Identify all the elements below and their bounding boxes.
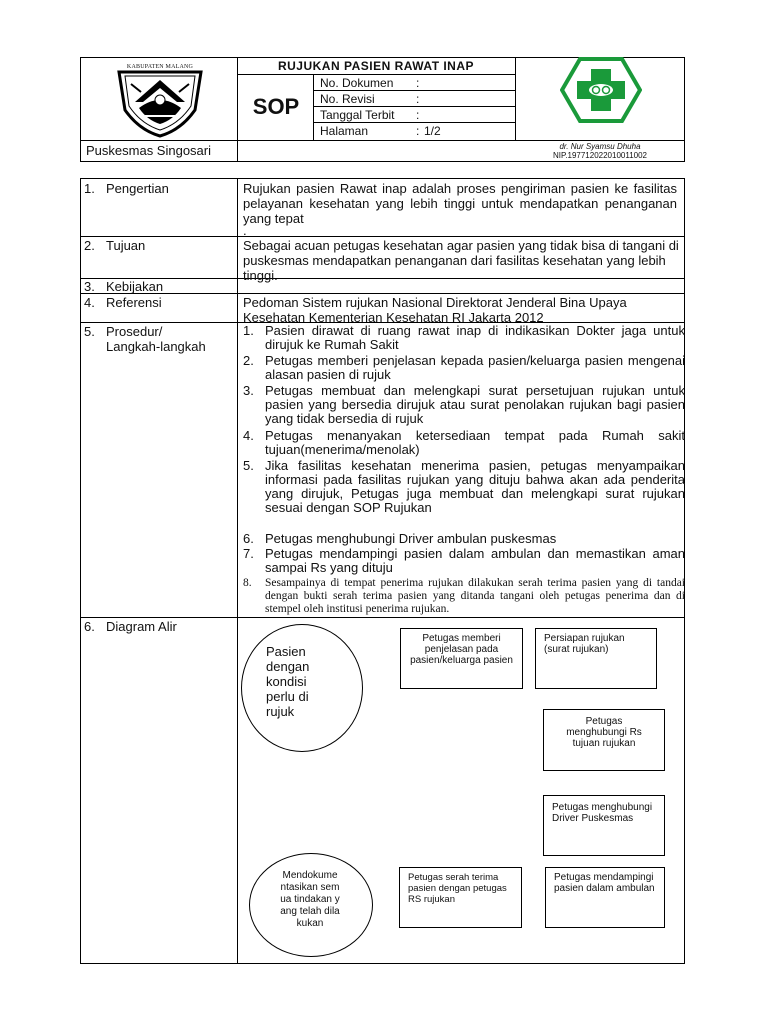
doc-title: RUJUKAN PASIEN RAWAT INAP — [277, 59, 475, 73]
row-title: Prosedur/ — [106, 324, 163, 339]
flow-box-accompany — [545, 867, 665, 928]
table-divider — [80, 236, 685, 237]
logo-caption: KABUPATEN MALANG — [126, 64, 194, 70]
step-number: 7. — [243, 546, 254, 561]
signer-nip: NIP.197712022010011002 — [552, 151, 648, 160]
flow-box-contact-driver — [543, 795, 665, 856]
tujuan-text: Sebagai acuan petugas kesehatan agar pasien yang tidak bisa di tangani di puskesmas mendapatkan penanganan dari fasilitas kesehatan yang lebih tinggi. — [243, 238, 679, 283]
step-text: Jika fasilitas kesehatan menerima pasien, petugas menyampaikan informasi pada fasilitas rujukan yang dituju bahwa akan ada penderita yang dirujuk, Petugas juga membuat dan melengkapi surat rujukan sesuai dengan SOP Rujukan — [265, 458, 685, 515]
facility-name: Puskesmas Singosari — [86, 143, 211, 158]
step-number: 3. — [243, 383, 254, 398]
step-text: Pasien dirawat di ruang rawat inap di indikasikan Dokter jaga untuk dirujuk ke Rumah Sakit — [265, 323, 685, 352]
field-label: Tanggal Terbit — [320, 108, 395, 122]
row-title: Diagram Alir — [106, 619, 177, 634]
row-num: 6. — [84, 619, 95, 634]
field-label: Halaman — [320, 124, 369, 138]
row-num: 1. — [84, 181, 95, 196]
flow-box-label: Petugas menghubungi Driver Puskesmas — [552, 802, 653, 824]
step-number: 6. — [243, 531, 254, 546]
header-divider — [313, 106, 515, 107]
pengertian-trailing: . — [243, 223, 247, 238]
pengertian-text: Rujukan pasien Rawat inap adalah proses pengiriman pasien ke fasilitas pelayanan kesehatan yang lebih tinggi untuk mendapatkan penanganan yang tepat — [243, 181, 677, 226]
puskesmas-logo — [560, 57, 642, 123]
flow-end-label: Mendokumentasikan semua tindakan yang telah dilakukan — [280, 870, 340, 929]
header-divider — [313, 122, 515, 123]
row-title: Referensi — [106, 295, 162, 310]
step-text: Sesampainya di tempat penerima rujukan dilakukan serah terima pasien yang di tandai dengan bukti serah terima pasien yang ditanda tangani oleh petugas penerima dan di stempel oleh institusi penerima rujukan. — [265, 577, 685, 615]
flow-box-label: Petugas mendampingi pasien dalam ambulan — [554, 872, 655, 894]
table-divider — [80, 293, 685, 294]
field-sep: : — [416, 108, 420, 122]
field-sep: : — [416, 76, 420, 90]
step-text: Petugas mendampingi pasien dalam ambulan dan memastikan aman sampai Rs yang dituju — [265, 546, 685, 575]
flow-box-prepare — [535, 628, 657, 689]
row-num: 5. — [84, 324, 95, 339]
step-text: Petugas memberi penjelasan kepada pasien/keluarga pasien mengenai alasan pasien di rujuk — [265, 353, 685, 382]
field-value: 1/2 — [424, 124, 441, 138]
row-title: Langkah-langkah — [106, 339, 206, 354]
step-text: Petugas menghubungi Driver ambulan puskesmas — [265, 531, 557, 546]
referensi-text: Pedoman Sistem rujukan Nasional Direktorat Jenderal Bina Upaya Kesehatan Kementerian Kesehatan RI Jakarta 2012 — [243, 295, 627, 325]
flow-box-label: Petugas menghubungi Rs tujuan rujukan — [566, 716, 642, 749]
header-divider — [80, 140, 685, 141]
field-sep: : — [416, 92, 420, 106]
flow-box-contact-rs — [543, 709, 665, 771]
row-title: Pengertian — [106, 181, 169, 196]
table-divider — [80, 617, 685, 618]
flow-box-label: Petugas serah terima pasien dengan petugas RS rujukan — [408, 872, 507, 905]
step-number: 5. — [243, 458, 254, 473]
regency-logo — [115, 62, 205, 138]
sop-label: SOP — [252, 94, 300, 119]
signer-name: dr. Nur Syamsu Dhuha — [559, 142, 641, 151]
flow-box-explain — [400, 628, 523, 689]
flow-box-label: Persiapan rujukan (surat rujukan) — [544, 633, 625, 655]
header-divider — [515, 57, 516, 140]
row-title: Tujuan — [106, 238, 146, 253]
flow-start-label: Pasien dengan kondisi perlu di rujuk — [266, 644, 310, 719]
step-number: 8. — [243, 577, 252, 589]
row-num: 4. — [84, 295, 95, 310]
header-divider — [237, 74, 515, 75]
row-num: 3. — [84, 279, 95, 294]
flow-box-handover — [399, 867, 522, 928]
flow-box-label: Petugas memberi penjelasan pada pasien/keluarga pasien — [410, 633, 513, 666]
header-divider — [313, 90, 515, 91]
step-number: 4. — [243, 428, 254, 443]
field-label: No. Dokumen — [320, 76, 394, 90]
header-divider — [313, 74, 314, 140]
step-number: 2. — [243, 353, 254, 368]
field-label: No. Revisi — [320, 92, 375, 106]
step-text: Petugas membuat dan melengkapi surat persetujuan rujukan untuk pasien yang bersedia dirujuk atau surat penolakan rujukan bagi pasien yang tidak bersedia di rujuk — [265, 383, 685, 426]
row-num: 2. — [84, 238, 95, 253]
step-number: 1. — [243, 323, 254, 338]
table-divider — [237, 178, 238, 964]
field-sep: : — [416, 124, 420, 138]
row-title: Kebijakan — [106, 279, 164, 294]
step-text: Petugas menanyakan ketersediaan tempat pada Rumah sakit tujuan(menerima/menolak) — [265, 428, 685, 457]
